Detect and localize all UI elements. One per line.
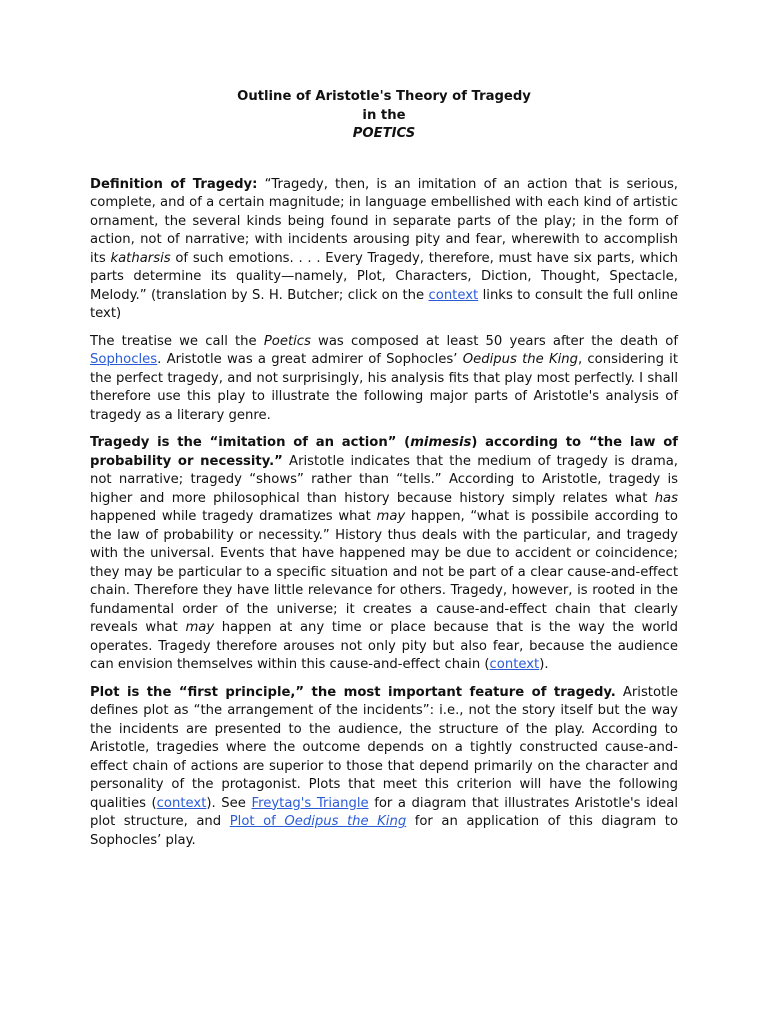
treatise-text-3: . Aristotle was a great admirer of Sophocles’ — [157, 352, 463, 367]
document-title — [90, 88, 678, 144]
treatise-text-4: , considering it the perfect tragedy, and not surprisingly, his analysis fits that play most perfectly. I shall therefore use this play to illustrate the following major parts of Aristotle's analysis of tragedy as a literary genre. — [90, 352, 679, 423]
plot-heading: Plot is the “first principle,” the most important feature of tragedy. — [90, 684, 616, 700]
freytags-triangle-link[interactable]: Freytag's Triangle — [251, 795, 369, 811]
plot-text-2: ). See — [206, 795, 252, 811]
imitation-text-1: Aristotle indicates that the medium of tragedy is drama, not narrative; tragedy “shows” rather than “tells.” According to Aristotle, tragedy is higher and more philosophical than history because history simply relates what — [90, 453, 678, 506]
imitation-text-3: happen, “what is possibile according to the law of probability or necessity.” History thus deals with the particular, and tragedy with the universal. Events that have happened may be due to accident or coincidence; they may be particular to a specific situation and not be part of a clear cause-and-effect chain. Therefore they have little relevance for others. Tragedy, however, is rooted in the fundamental order of the universe; it creates a cause-and-effect chain that clearly reveals what — [90, 509, 678, 635]
title-line-3: POETICS — [352, 126, 416, 141]
title-line-1: Outline of Aristotle's Theory of Tragedy — [237, 89, 531, 104]
imitation-text-4: happen at any time or place because that is the way the world operates. Tragedy therefore arouses not only pity but also fear, because the audience can envision themselves within this cause-and-effect chain ( — [90, 620, 678, 672]
imitation-text-2: happened while tragedy dramatizes what — [90, 509, 377, 524]
definition-text-2: of such emotions. . . . Every Tragedy, therefore, must have six parts, which parts determine its quality—namely, Plot, Characters, Diction, Thought, Spectacle, Melody.” (translation by S. H. Butcher; click on the — [90, 250, 678, 303]
imitation-heading-2: ) according to “the law of probability or necessity.” — [90, 435, 678, 469]
plot-paragraph — [90, 684, 678, 851]
imitation-italic-may-2: may — [185, 620, 215, 635]
treatise-italic-oedipus: Oedipus the King — [462, 352, 578, 367]
definition-term-katharsis: katharsis — [110, 250, 171, 266]
definition-text-3: links to consult the full online text) — [90, 287, 678, 321]
imitation-italic-may-1: may — [376, 509, 406, 524]
treatise-paragraph — [90, 333, 678, 426]
context-link-definition[interactable]: context — [428, 287, 479, 303]
imitation-text-5: ). — [539, 657, 549, 672]
treatise-text-1: The treatise we call the — [90, 333, 264, 349]
imitation-italic-has: has — [654, 490, 678, 506]
definition-text-1: “Tragedy, then, is an imitation of an action that is serious, complete, and of a certain magnitude; in language embellished with each kind of artistic ornament, the several kinds being found in separate parts of the play; in the form of action, not of narrative; with incidents arousing pity and fear, wherewith to accomplish its — [90, 176, 679, 266]
imitation-paragraph — [90, 434, 678, 675]
definition-paragraph — [90, 176, 678, 324]
plot-of-oedipus-link-text: Plot of — [229, 814, 285, 829]
treatise-text-2: was composed at least 50 years after the death of — [310, 333, 678, 349]
plot-text-1: Aristotle defines plot as “the arrangement of the incidents”: i.e., not the story itself but the way the incidents are presented to the audience, the structure of the play. According to Aristotle, tragedies where the outcome depends on a tightly constructed cause-and-effect chain of actions are superior to those that depend primarily on the character and personality of the protagonist. Plots that meet this criterion will have the following qualities ( — [90, 684, 678, 811]
treatise-italic-poetics: Poetics — [263, 333, 311, 349]
title-line-2: in the — [362, 107, 406, 123]
imitation-heading-mimesis: mimesis — [410, 435, 472, 450]
context-link-plot[interactable]: context — [156, 795, 207, 811]
sophocles-link[interactable]: Sophocles — [90, 352, 158, 367]
plot-of-oedipus-link[interactable] — [230, 814, 406, 829]
context-link-imitation[interactable]: context — [489, 657, 540, 672]
document-page — [90, 88, 678, 850]
plot-text-4: for an application of this diagram to Sophocles’ play. — [90, 814, 679, 848]
plot-text-3: for a diagram that illustrates Aristotle's ideal plot structure, and — [90, 795, 679, 829]
imitation-heading-1: Tragedy is the “imitation of an action” ( — [90, 435, 411, 450]
definition-heading: Definition of Tragedy: — [90, 176, 258, 192]
plot-of-oedipus-link-italic: Oedipus the King — [284, 814, 407, 829]
